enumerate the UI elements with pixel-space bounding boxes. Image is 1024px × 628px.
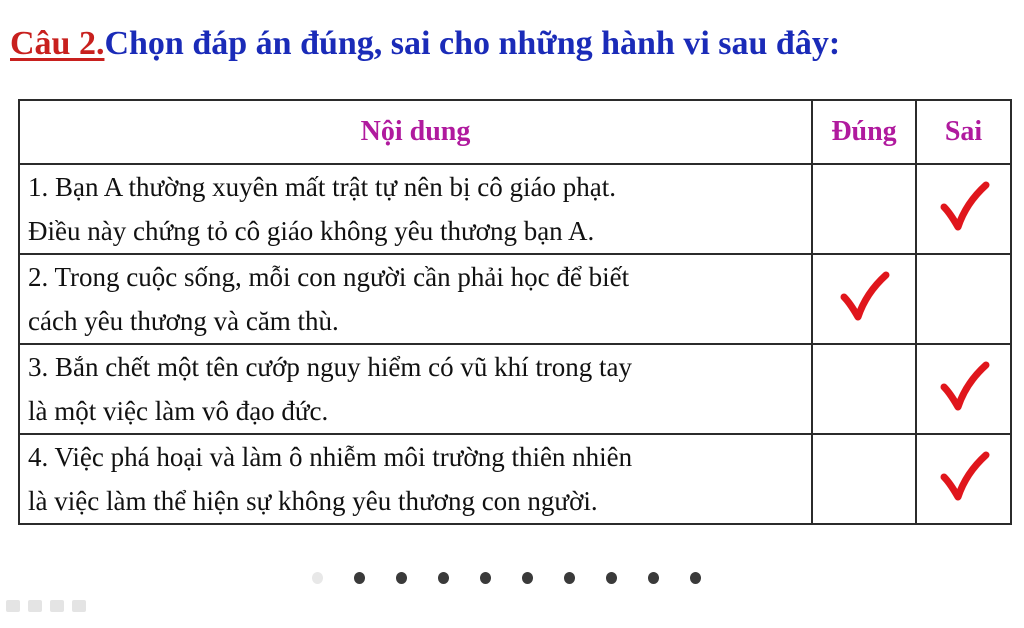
row-content-line: 2. Trong cuộc sống, mỗi con người cần phải học để biết — [28, 262, 630, 292]
pagination-dot[interactable] — [564, 572, 575, 584]
question-heading — [10, 22, 840, 66]
pagination-dot[interactable] — [522, 572, 533, 584]
row-content-line: Điều này chứng tỏ cô giáo không yêu thương bạn A. — [28, 216, 595, 246]
pagination-dot[interactable] — [312, 572, 323, 584]
row-content-line: là một việc làm vô đạo đức. — [28, 396, 329, 426]
answer-cell-true[interactable] — [812, 434, 916, 524]
slide-pagination — [312, 568, 732, 588]
header-false: Sai — [916, 100, 1011, 164]
check-mark-icon — [836, 269, 892, 325]
answer-cell-true[interactable] — [812, 344, 916, 434]
pagination-dot[interactable] — [648, 572, 659, 584]
header-true: Đúng — [812, 100, 916, 164]
pagination-dot[interactable] — [396, 572, 407, 584]
check-mark-icon — [936, 359, 992, 415]
table-row — [19, 434, 1011, 524]
presentation-toolbar — [6, 600, 86, 612]
table-row — [19, 254, 1011, 344]
table-row — [19, 344, 1011, 434]
header-content: Nội dung — [19, 100, 812, 164]
pagination-dot[interactable] — [438, 572, 449, 584]
row-content — [19, 344, 812, 434]
slides-icon[interactable] — [50, 600, 64, 612]
row-content — [19, 434, 812, 524]
pagination-dot[interactable] — [354, 572, 365, 584]
row-content-line: cách yêu thương và căm thù. — [28, 306, 339, 336]
row-content-line: 3. Bắn chết một tên cướp nguy hiểm có vũ khí trong tay — [28, 352, 633, 382]
check-mark-icon — [936, 179, 992, 235]
question-number: Câu 2. — [10, 25, 105, 62]
answer-cell-false[interactable] — [916, 164, 1011, 254]
table-header-row — [19, 100, 1011, 164]
pagination-dot[interactable] — [480, 572, 491, 584]
prev-arrow-icon[interactable] — [6, 600, 20, 612]
pagination-dot[interactable] — [690, 572, 701, 584]
table-row — [19, 164, 1011, 254]
row-content-line: 1. Bạn A thường xuyên mất trật tự nên bị cô giáo phạt. — [28, 172, 616, 202]
answer-cell-false[interactable] — [916, 254, 1011, 344]
answer-cell-true[interactable] — [812, 254, 916, 344]
row-content — [19, 254, 812, 344]
row-content-line: 4. Việc phá hoại và làm ô nhiễm môi trường thiên nhiên — [28, 442, 633, 472]
question-text: Chọn đáp án đúng, sai cho những hành vi sau đây: — [104, 25, 841, 62]
row-content-line: là việc làm thể hiện sự không yêu thương con người. — [28, 486, 598, 516]
pagination-dot[interactable] — [606, 572, 617, 584]
answer-cell-false[interactable] — [916, 344, 1011, 434]
answer-cell-true[interactable] — [812, 164, 916, 254]
answer-table — [18, 99, 1012, 525]
answer-cell-false[interactable] — [916, 434, 1011, 524]
row-content — [19, 164, 812, 254]
pen-icon[interactable] — [28, 600, 42, 612]
check-mark-icon — [936, 449, 992, 505]
next-arrow-icon[interactable] — [72, 600, 86, 612]
